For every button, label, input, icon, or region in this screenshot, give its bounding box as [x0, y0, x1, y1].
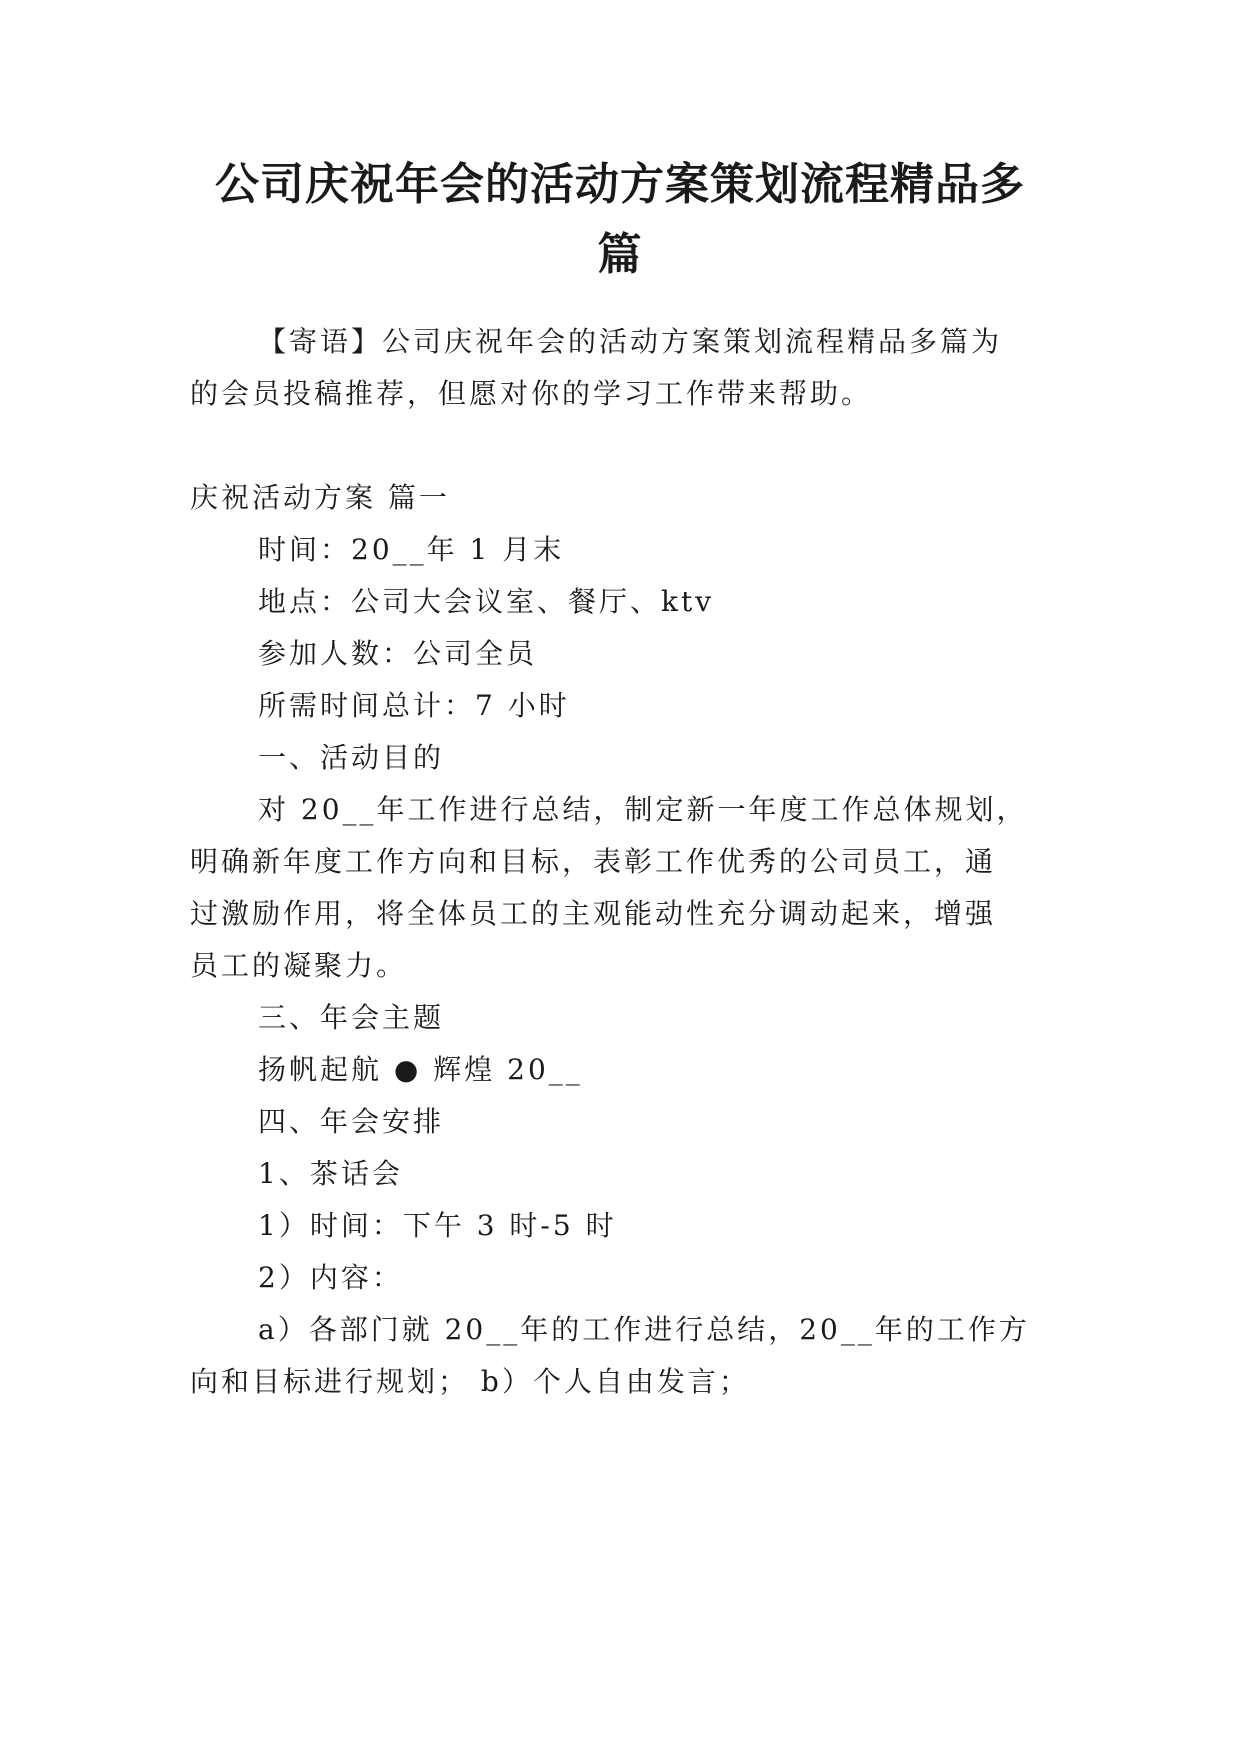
goal-line-4: 员工的凝聚力。: [190, 949, 408, 982]
title-line-1: 公司庆祝年会的活动方案策划流程精品多: [215, 159, 1025, 210]
content-line-2: 向和目标进行规划； b）个人自由发言；: [190, 1365, 750, 1398]
event-time: 时间：20__年 1 月末: [258, 533, 565, 566]
tea-content-heading: 2）内容：: [258, 1261, 403, 1294]
document-title: [190, 150, 1050, 290]
tea-party-heading: 1、茶话会: [258, 1157, 403, 1190]
section-heading: 庆祝活动方案 篇一: [190, 481, 450, 514]
goal-heading: 一、活动目的: [258, 741, 445, 774]
title-line-2: 篇: [597, 229, 643, 280]
goal-line-2: 明确新年度工作方向和目标，表彰工作优秀的公司员工，通: [190, 845, 997, 878]
goal-line-3: 过激励作用，将全体员工的主观能动性充分调动起来，增强: [190, 897, 997, 930]
intro-line-1: 【寄语】公司庆祝年会的活动方案策划流程精品多篇为: [258, 325, 1003, 358]
content-line-1: a）各部门就 20__年的工作进行总结，20__年的工作方: [258, 1313, 1030, 1346]
theme-text: 扬帆起航 ● 辉煌 20__: [258, 1053, 583, 1086]
goal-line-1: 对 20__年工作进行总结，制定新一年度工作总体规划，: [258, 793, 1028, 826]
event-duration: 所需时间总计：7 小时: [258, 689, 570, 722]
theme-heading: 三、年会主题: [258, 1001, 445, 1034]
event-participants: 参加人数：公司全员: [258, 637, 538, 670]
tea-time: 1）时间：下午 3 时-5 时: [258, 1209, 617, 1242]
arrangement-heading: 四、年会安排: [258, 1105, 445, 1138]
event-location: 地点：公司大会议室、餐厅、ktv: [258, 585, 715, 618]
intro-line-2: 的会员投稿推荐，但愿对你的学习工作带来帮助。: [190, 377, 873, 410]
